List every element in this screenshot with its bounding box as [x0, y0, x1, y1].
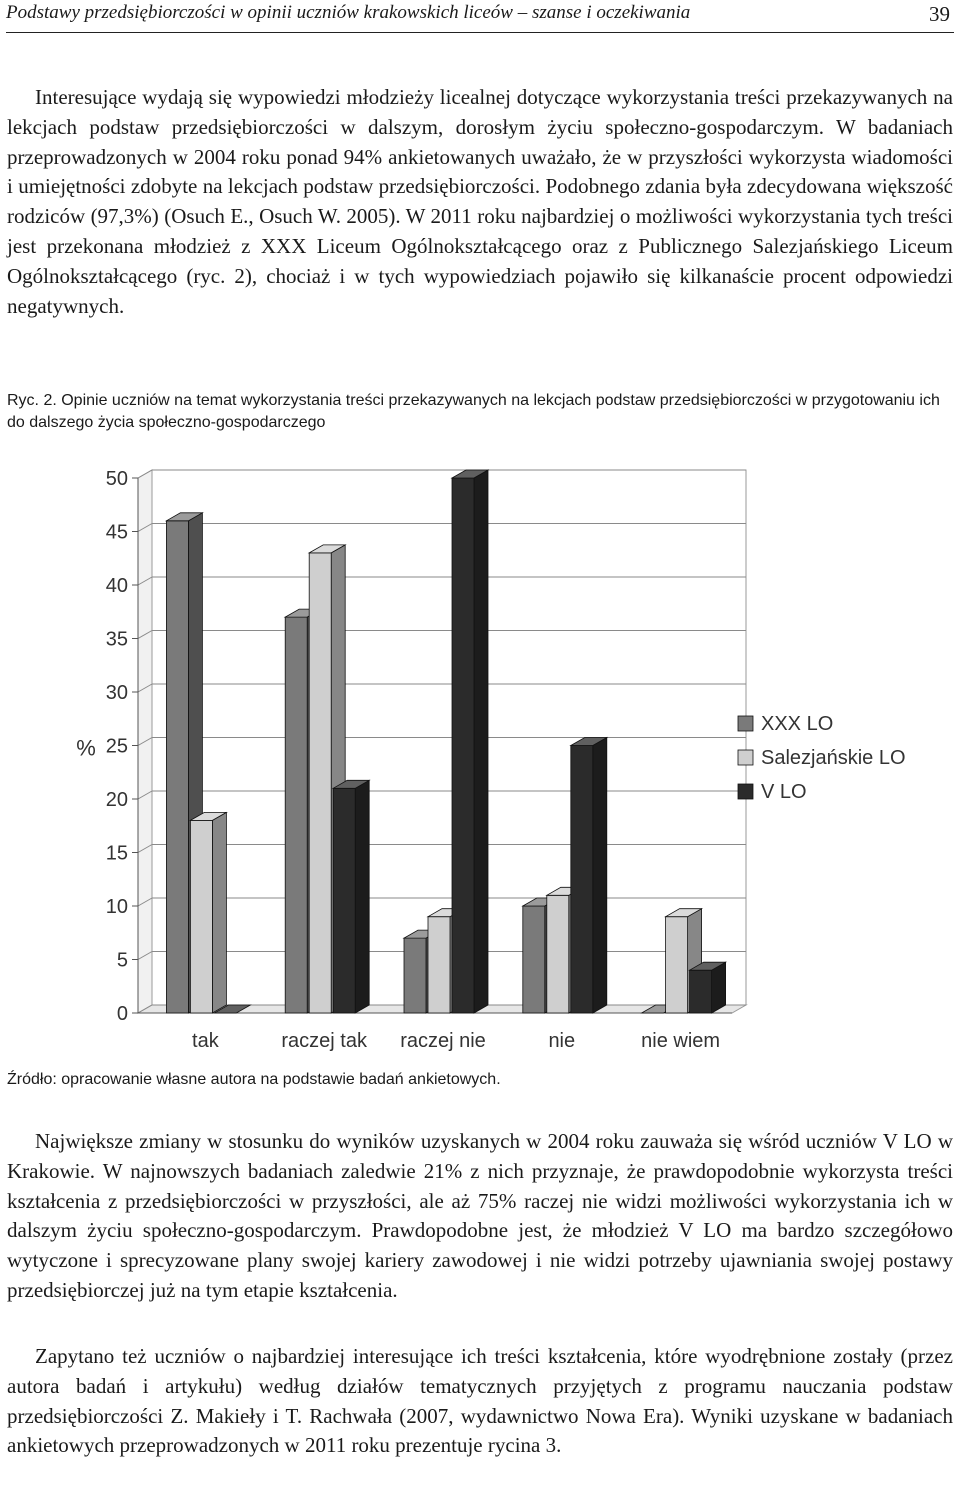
legend-label: Salezjańskie LO [761, 747, 906, 769]
bar-side [212, 812, 226, 1013]
y-tick-label: 35 [105, 628, 128, 651]
bar [404, 938, 426, 1013]
running-title: Podstawy przedsiębiorczości w opinii uczniów krakowskich liceów – szanse i oczekiwania [6, 2, 691, 23]
y-tick-label: 5 [116, 949, 128, 972]
bar [309, 553, 331, 1013]
bar [285, 617, 307, 1013]
y-tick-label: 0 [116, 1003, 128, 1025]
bar [428, 917, 450, 1013]
bar [452, 478, 474, 1013]
legend-swatch [738, 750, 753, 765]
x-tick-label: raczej nie [400, 1030, 486, 1052]
legend-swatch [738, 716, 753, 731]
bar-side [474, 470, 488, 1013]
source-note: Źródło: opracowanie własne autora na podstawie badań ankietowych. [7, 1071, 501, 1088]
paragraph-2: Największe zmiany w stosunku do wyników uzyskanych w 2004 roku zauważa się wśród uczniów V LO w Krakowie. W najnowszych badaniach zaledwie 21% z nich przyznaje, że prawdopodobnie wykorzysta treści kształcenia z przedsiębiorczości w przyszłości, ale aż 75% raczej nie widzi możliwości wykorzystania ich w dalszym życiu społeczno-gospodarczym. Prawdopodobne jest, że młodzież V LO ma bardzo szczegółowo wytyczone i sprecyzowane plany swojej kariery zawodowej i nie widzi potrzeby ujawniania swojej postawy przedsiębiorczej już na tym etapie kształcenia. [7, 1129, 953, 1302]
bar [166, 521, 188, 1013]
paragraph-3: Zapytano też uczniów o najbardziej interesujące ich treści kształcenia, które wyodrębnione zostały (przez autora badań i artykułu) według działów tematycznych przyjętych z programu nauczania podstaw przedsiębiorczości Z. Makieły i T. Rachwała (2007, wydawnictwo Nowa Era). Wyniki uzyskane w badaniach ankietowych przeprowadzonych w 2011 roku prezentuje rycina 3. [7, 1344, 953, 1458]
paragraph-1: Interesujące wydają się wypowiedzi młodzieży licealnej dotyczące wykorzystania treści przekazywanych na lekcjach podstaw przedsiębiorczości w dalszym, dorosłym życiu społeczno-gospodarczym. W badaniach przeprowadzonych w 2004 roku ponad 94% ankietowanych uważało, że w przyszłości wykorzysta wiadomości i umiejętności zdobyte na lekcjach podstaw przedsiębiorczości. Podobnego zdania była zdecydowana większość rodziców (97,3%) (Osuch E., Osuch W. 2005). W 2011 roku najbardziej o możliwości wykorzystania tych treści jest przekonana młodzież z XXX Liceum Ogólnokształcącego oraz z Publicznego Salezjańskiego Liceum Ogólnokształcącego (ryc. 2), chociaż i w tych wypowiedziach pojawiło się kilkanaście procent odpowiedzi negatywnych. [7, 85, 953, 318]
x-tick-label: tak [192, 1030, 219, 1052]
bar [523, 906, 545, 1013]
legend-swatch [738, 784, 753, 799]
running-header [6, 2, 954, 33]
bar [333, 788, 355, 1013]
y-tick-label: 50 [105, 468, 128, 490]
y-tick-label: 15 [105, 842, 128, 865]
figure-chart [60, 448, 930, 1060]
y-tick-label: 40 [105, 575, 128, 597]
figure-caption: Ryc. 2. Opinie uczniów na temat wykorzystania treści przekazywanych na lekcjach podstaw przedsiębiorczości w przygotowaniu ich do dalszego życia społeczno-gospodarczego [7, 392, 940, 431]
y-tick-label: 45 [105, 521, 128, 544]
bar [547, 895, 569, 1013]
bar-chart [60, 448, 930, 1060]
legend-label: XXX LO [761, 713, 834, 735]
y-tick-label: 30 [105, 682, 128, 704]
bar [190, 820, 212, 1013]
y-tick-label: 25 [105, 735, 128, 758]
x-tick-label: nie wiem [641, 1030, 721, 1052]
bar [571, 746, 593, 1014]
y-tick-label: 10 [105, 896, 128, 918]
y-tick-label: 20 [105, 789, 128, 811]
bar-side [593, 738, 607, 1014]
legend-label: V LO [761, 781, 807, 803]
bar-side [355, 780, 369, 1013]
bar [690, 970, 712, 1013]
x-tick-label: raczej tak [281, 1030, 367, 1052]
x-tick-label: nie [548, 1030, 576, 1052]
bar-side [712, 962, 726, 1013]
bar [666, 917, 688, 1013]
y-axis-label: % [76, 735, 96, 761]
page-number: 39 [929, 2, 950, 26]
